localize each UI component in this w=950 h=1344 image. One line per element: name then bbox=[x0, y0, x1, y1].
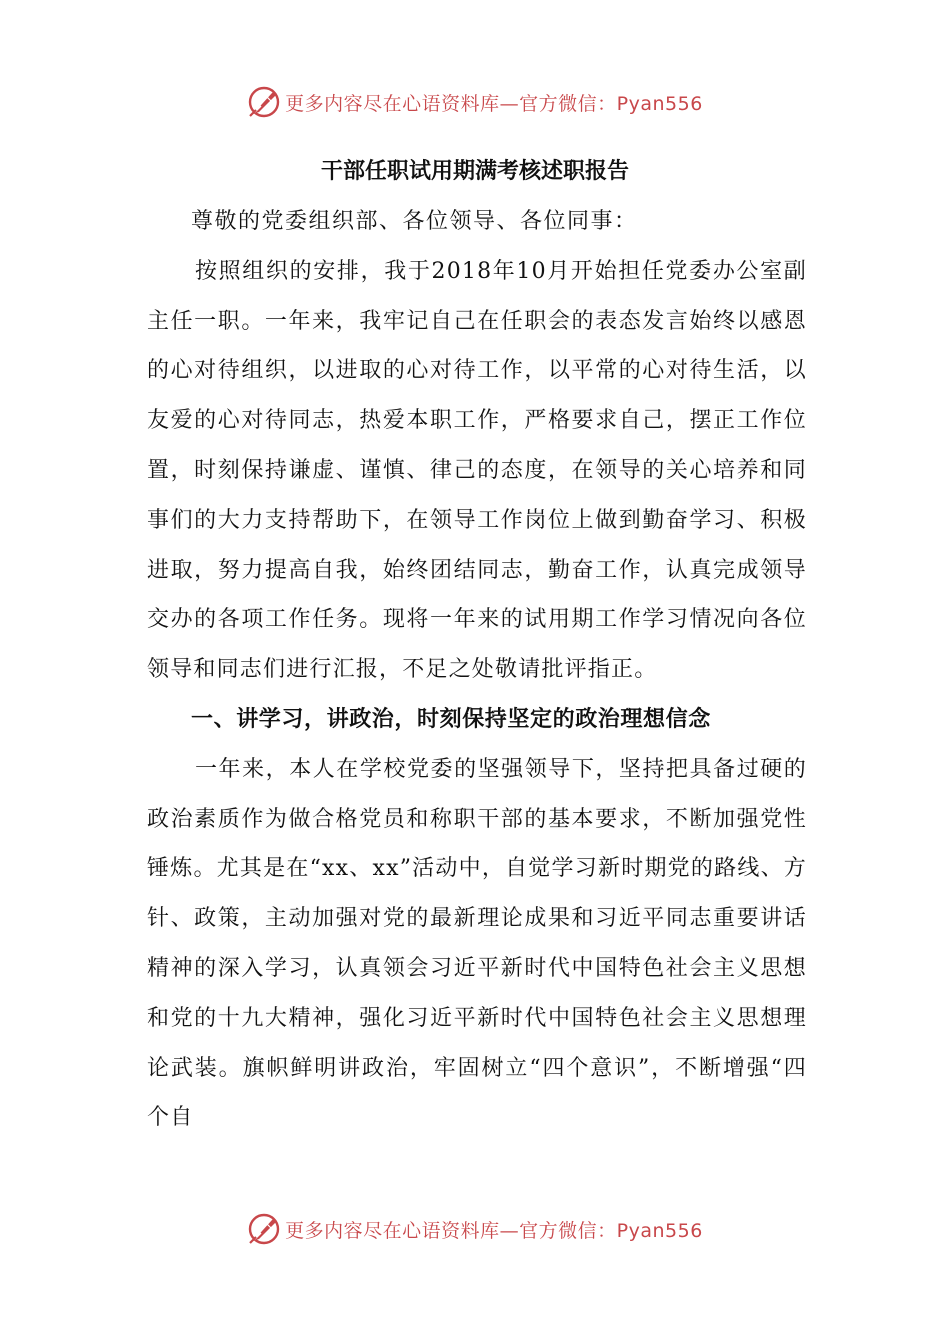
watermark-text: 更多内容尽在心语资料库—官方微信：Pyan556 bbox=[285, 92, 703, 115]
watermark-bottom bbox=[0, 1209, 950, 1249]
document-body bbox=[147, 197, 807, 1143]
quill-logo-icon bbox=[247, 1212, 281, 1246]
intro-paragraph: 按照组织的安排，我于2018年10月开始担任党委办公室副主任一职。一年来，我牢记自己在任职会的表态发言始终以感恩的心对待组织，以进取的心对待工作，以平常的心对待生活，以友爱的心对待同志，热爱本职工作，严格要求自己，摆正工作位置，时刻保持谦虚、谨慎、律己的态度，在领导的关心培养和同事们的大力支持帮助下，在领导工作岗位上做到勤奋学习、积极进取，努力提高自我，始终团结同志，勤奋工作，认真完成领导交办的各项工作任务。现将一年来的试用期工作学习情况向各位领导和同志们进行汇报，不足之处敬请批评指正。 bbox=[147, 258, 807, 683]
quill-logo-icon bbox=[247, 85, 281, 119]
watermark-text: 更多内容尽在心语资料库—官方微信：Pyan556 bbox=[285, 1219, 703, 1242]
greeting: 尊敬的党委组织部、各位领导、各位同事： bbox=[191, 209, 638, 234]
watermark-wechat-id: Pyan556 bbox=[616, 1219, 703, 1242]
document-title: 干部任职试用期满考核述职报告 bbox=[320, 159, 629, 184]
section-heading-1: 一、讲学习，讲政治，时刻保持坚定的政治理想信念 bbox=[191, 706, 711, 732]
watermark-top bbox=[0, 82, 950, 122]
watermark-wechat-id: Pyan556 bbox=[616, 92, 703, 115]
section-1-paragraph: 一年来，本人在学校党委的坚强领导下，坚持把具备过硬的政治素质作为做合格党员和称职干部的基本要求，不断加强党性锤炼。尤其是在“xx、xx”活动中，自觉学习新时期党的路线、方针、政策，主动加强对党的最新理论成果和习近平同志重要讲话精神的深入学习，认真领会习近平新时代中国特色社会主义思想和党的十九大精神，强化习近平新时代中国特色社会主义思想理论武装。旗帜鲜明讲政治，牢固树立“四个意识”，不断增强“四个自 bbox=[147, 756, 807, 1131]
